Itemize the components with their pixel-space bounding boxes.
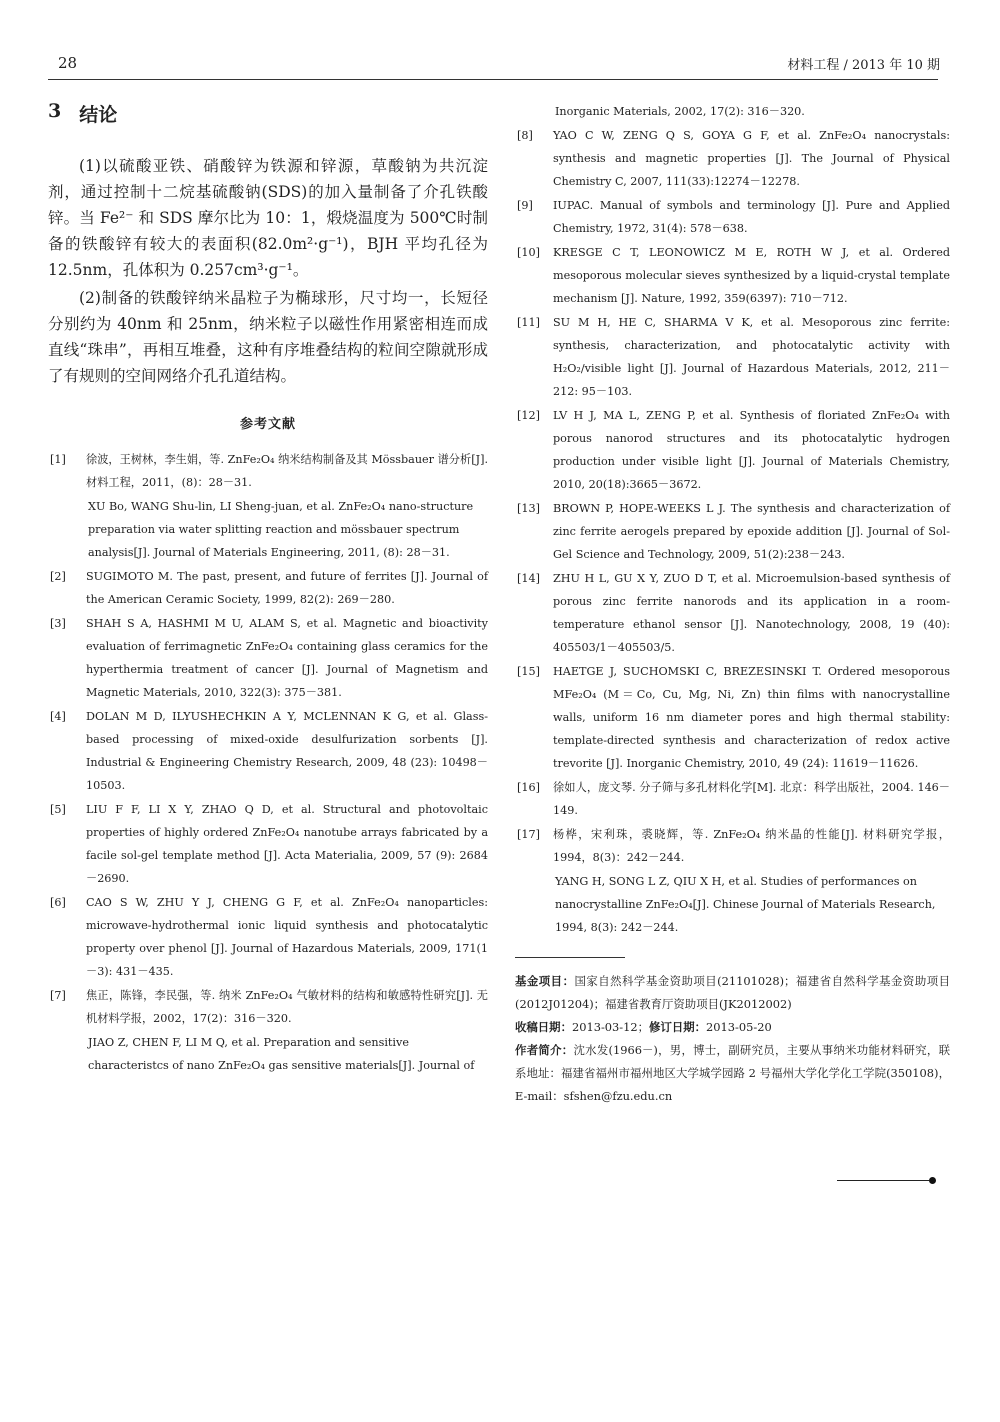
reference-item bbox=[48, 891, 488, 983]
revised-date: 2013-05-20 bbox=[706, 1020, 772, 1034]
reference-item bbox=[515, 567, 950, 659]
reference-number: [15] bbox=[517, 665, 540, 678]
reference-continuation: Inorganic Materials, 2002, 17(2): 316－320. bbox=[555, 105, 805, 118]
reference-number: [3] bbox=[50, 617, 66, 630]
received-label: 收稿日期： bbox=[515, 1020, 572, 1034]
author-text: 沈水发(1966－)，男，博士，副研究员，主要从事纳米功能材料研究，联系地址：福建省福州市福州地区大学城学园路 2 号福州大学化学化工学院(350108)，E-mail：sfshen@fzu.edu.cn bbox=[515, 1043, 950, 1103]
reference-text: SU M H, HE C, SHARMA V K, et al. Mesoporous zinc ferrite: synthesis, characterization, and photocatalytic activity with H₂O₂/visible light [J]. Journal of Hazardous Materials, 2012, 211－212: 95－103. bbox=[553, 316, 950, 398]
page-header bbox=[48, 54, 950, 78]
dates-note bbox=[515, 1016, 950, 1039]
funding-note bbox=[515, 970, 950, 1016]
reference-text: 徐如人，庞文琴. 分子筛与多孔材料化学[M]. 北京：科学出版社，2004. 146－149. bbox=[553, 781, 950, 817]
reference-number: [4] bbox=[50, 710, 66, 723]
reference-text: SUGIMOTO M. The past, present, and future of ferrites [J]. Journal of the American Ceramic Society, 1999, 82(2): 269－280. bbox=[86, 570, 488, 606]
funding-label: 基金项目： bbox=[515, 974, 575, 988]
reference-number: [6] bbox=[50, 896, 66, 909]
reference-item bbox=[48, 705, 488, 797]
reference-item bbox=[515, 311, 950, 403]
reference-text: LIU F F, LI X Y, ZHAO Q D, et al. Structural and photovoltaic properties of highly ordered ZnFe₂O₄ nanotube arrays fabricated by a facile sol-gel template method [J]. Acta Materialia, 2009, 57 (9): 2684－2690. bbox=[86, 803, 488, 885]
reference-text: 焦正，陈锋，李民强，等. 纳米 ZnFe₂O₄ 气敏材料的结构和敏感特性研究[J]. 无机材料学报，2002，17(2)：316－320. bbox=[86, 989, 488, 1025]
reference-item bbox=[515, 776, 950, 822]
revised-label: 修订日期： bbox=[649, 1020, 707, 1034]
reference-item bbox=[515, 404, 950, 496]
reference-number: [8] bbox=[517, 129, 533, 142]
journal-issue: 材料工程 / 2013 年 10 期 bbox=[787, 58, 940, 73]
author-note bbox=[515, 1039, 950, 1108]
reference-translation: XU Bo, WANG Shu-lin, LI Sheng-juan, et al. ZnFe₂O₄ nano-structure preparation via water splitting reaction and mössbauer spectrum analysis[J]. Journal of Materials Engineering, 2011, (8): 28－31. bbox=[88, 500, 474, 559]
author-label: 作者简介： bbox=[515, 1043, 574, 1057]
reference-number: [1] bbox=[50, 453, 66, 466]
right-column bbox=[515, 100, 950, 1108]
reference-number: [17] bbox=[517, 828, 540, 841]
reference-text: 徐波，王树林，李生娟，等. ZnFe₂O₄ 纳米结构制备及其 Mössbauer 谱分析[J]. 材料工程，2011，(8)：28－31. bbox=[86, 453, 488, 489]
reference-text: HAETGE J, SUCHOMSKI C, BREZESINSKI T. Ordered mesoporous MFe₂O₄ (M＝Co, Cu, Mg, Ni, Zn) thin films with nanocrystalline walls, uniform 16 nm diameter pores and high thermal stability: template-directed synthesis and characterization of redox active trevorite [J]. Inorganic Chemistry, 2010, 49 (24): 11619－11626. bbox=[553, 665, 950, 770]
reference-translation: JIAO Z, CHEN F, LI M Q, et al. Preparation and sensitive characteristcs of nano ZnFe₂O₄ gas sensitive materials[J]. Journal of bbox=[88, 1036, 475, 1072]
reference-item bbox=[48, 612, 488, 704]
funding-text: 国家自然科学基金资助项目(21101028)；福建省自然科学基金资助项目(2012J01204)；福建省教育厅资助项目(JK2012002) bbox=[515, 974, 950, 1011]
reference-item bbox=[515, 194, 950, 240]
reference-item bbox=[515, 124, 950, 193]
reference-number: [16] bbox=[517, 781, 540, 794]
reference-text: KRESGE C T, LEONOWICZ M E, ROTH W J, et al. Ordered mesoporous molecular sieves synthesized by a liquid-crystal template mechanism [J]. Nature, 1992, 359(6397): 710－712. bbox=[553, 246, 950, 305]
reference-item bbox=[48, 984, 488, 1030]
reference-text: SHAH S A, HASHMI M U, ALAM S, et al. Magnetic and bioactivity evaluation of ferrimagnetic ZnFe₂O₄ containing glass ceramics for the hyperthermia treatment of cancer [J]. Journal of Magnetism and Magnetic Materials, 2010, 322(3): 375－381. bbox=[86, 617, 488, 699]
reference-number: [9] bbox=[517, 199, 533, 212]
reference-text: CAO S W, ZHU Y J, CHENG G F, et al. ZnFe₂O₄ nanoparticles: microwave-hydrothermal ionic liquid synthesis and photocatalytic property over phenol [J]. Journal of Hazardous Materials, 2009, 171(1－3): 431－435. bbox=[86, 896, 488, 978]
reference-text: 杨桦，宋利珠，裘晓辉，等. ZnFe₂O₄ 纳米晶的性能[J]. 材料研究学报，1994，8(3)：242－244. bbox=[553, 828, 950, 864]
section-number: 3 bbox=[48, 100, 62, 122]
reference-item bbox=[515, 241, 950, 310]
header-rule bbox=[48, 79, 938, 80]
section-heading bbox=[48, 100, 488, 127]
reference-number: [10] bbox=[517, 246, 540, 259]
reference-text: IUPAC. Manual of symbols and terminology [J]. Pure and Applied Chemistry, 1972, 31(4): 578－638. bbox=[553, 199, 950, 235]
end-line bbox=[837, 1180, 929, 1181]
reference-number: [5] bbox=[50, 803, 66, 816]
reference-item bbox=[515, 660, 950, 775]
reference-number: [2] bbox=[50, 570, 66, 583]
reference-item bbox=[48, 565, 488, 611]
reference-text: BROWN P, HOPE-WEEKS L J. The synthesis and characterization of zinc ferrite aerogels prepared by epoxide addition [J]. Journal of Sol-Gel Science and Technology, 2009, 51(2):238－243. bbox=[553, 502, 950, 561]
page-number: 28 bbox=[58, 54, 78, 72]
reference-item bbox=[48, 448, 488, 494]
reference-item bbox=[48, 798, 488, 890]
reference-number: [12] bbox=[517, 409, 540, 422]
reference-text: LV H J, MA L, ZENG P, et al. Synthesis of floriated ZnFe₂O₄ with porous nanorod structures and its photocatalytic hydrogen production under visible light [J]. Journal of Materials Chemistry, 2010, 20(18):3665－3672. bbox=[553, 409, 950, 491]
left-column bbox=[48, 100, 488, 1078]
reference-number: [7] bbox=[50, 989, 66, 1002]
end-of-article-marker bbox=[837, 1176, 937, 1186]
reference-number: [11] bbox=[517, 316, 540, 329]
reference-item bbox=[515, 497, 950, 566]
reference-translation: YANG H, SONG L Z, QIU X H, et al. Studies of performances on nanocrystalline ZnFe₂O₄[J]. Chinese Journal of Materials Research, 1994, 8(3): 242－244. bbox=[555, 875, 936, 934]
reference-text: DOLAN M D, ILYUSHECHKIN A Y, MCLENNAN K G, et al. Glass-based processing of mixed-oxide desulfurization sorbents [J]. Industrial & Engineering Chemistry Research, 2009, 48 (23): 10498－10503. bbox=[86, 710, 488, 792]
end-dot-icon bbox=[929, 1177, 936, 1184]
reference-number: [13] bbox=[517, 502, 540, 515]
reference-number: [14] bbox=[517, 572, 540, 585]
references-title: 参考文献 bbox=[239, 417, 296, 432]
reference-text: ZHU H L, GU X Y, ZUO D T, et al. Microemulsion-based synthesis of porous zinc ferrite nanorods and its application in a room-temperature ethanol sensor [J]. Nanotechnology, 2008, 19 (40): 405503/1－405503/5. bbox=[553, 572, 950, 654]
reference-item bbox=[515, 823, 950, 869]
conclusion-paragraph-2: (2)制备的铁酸锌纳米晶粒子为椭球形，尺寸均一，长短径分别约为 40nm 和 25nm，纳米粒子以磁性作用紧密相连而成直线“珠串”，再相互堆叠，这种有序堆叠结构的粒间空隙就形成了有规则的空间网络介孔孔道结构。 bbox=[48, 289, 488, 385]
footnote-rule bbox=[515, 957, 625, 958]
section-title: 结论 bbox=[79, 104, 118, 126]
conclusion-paragraph-1: (1)以硫酸亚铁、硝酸锌为铁源和锌源，草酸钠为共沉淀剂，通过控制十二烷基硫酸钠(SDS)的加入量制备了介孔铁酸锌。当 Fe²⁻ 和 SDS 摩尔比为 10：1，煅烧温度为 500℃时制备的铁酸锌有较大的表面积(82.0m²·g⁻¹)，BJH 平均孔径为 12.5nm，孔体积为 0.257cm³·g⁻¹。 bbox=[48, 157, 488, 279]
received-date: 2013-03-12； bbox=[571, 1020, 650, 1034]
reference-text: YAO C W, ZENG Q S, GOYA G F, et al. ZnFe₂O₄ nanocrystals: synthesis and magnetic properties [J]. The Journal of Physical Chemistry C, 2007, 111(33):12274－12278. bbox=[553, 129, 950, 188]
